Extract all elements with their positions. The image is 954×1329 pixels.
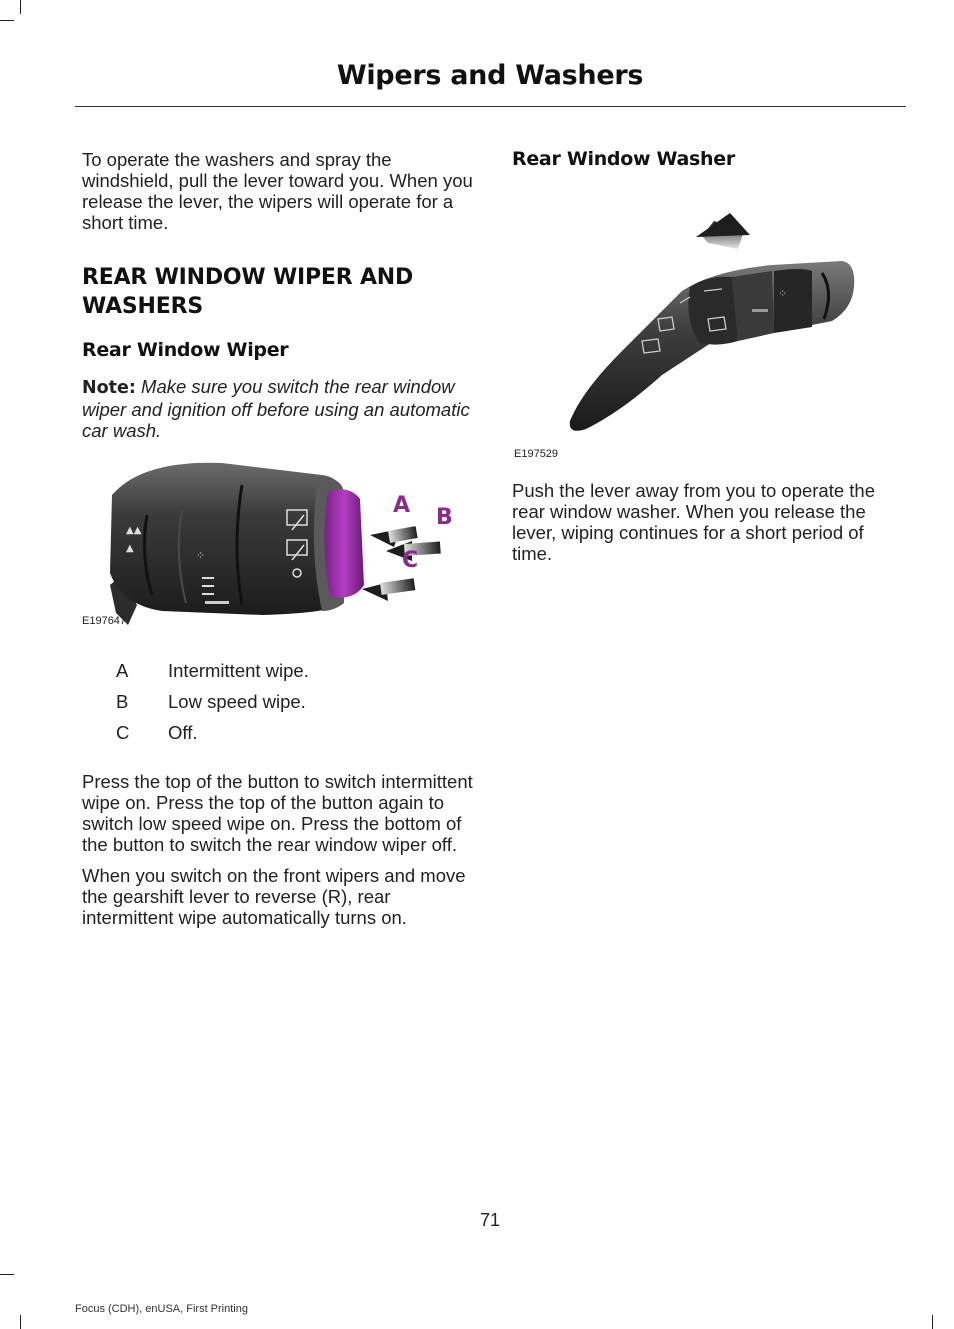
title-rule — [75, 106, 906, 107]
callout-b: B — [436, 505, 453, 530]
rear-washer-figure — [512, 191, 906, 461]
crop-mark — [0, 1274, 14, 1275]
legend-key: A — [116, 660, 129, 681]
crop-mark — [932, 1315, 933, 1329]
svg-text:⁘: ⁘ — [196, 549, 206, 562]
page-title: Wipers and Washers — [336, 60, 644, 91]
left-column — [82, 145, 474, 928]
rear-wiper-figure — [82, 455, 474, 640]
crop-mark — [20, 1315, 21, 1329]
rear-wiper-subheading: Rear Window Wiper — [82, 339, 289, 361]
note — [82, 376, 474, 441]
legend-value: Low speed wipe. — [168, 691, 306, 712]
wiper-paragraph-2: When you switch on the front wipers and move the gearshift lever to reverse (R), rear intermittent wipe automatically turns on. — [82, 865, 466, 928]
legend-key: C — [116, 722, 130, 743]
intro-paragraph: To operate the washers and spray the windshield, pull the lever toward you. When you release the lever, the wipers will operate for a short time. — [82, 149, 473, 233]
crop-mark — [0, 20, 14, 21]
svg-text:▲: ▲ — [126, 543, 134, 554]
legend-key: B — [116, 691, 129, 712]
crop-mark — [20, 0, 21, 14]
footer-text: Focus (CDH), enUSA, First Printing — [75, 1303, 248, 1315]
washer-stalk-illustration — [512, 191, 906, 446]
rear-washer-subheading: Rear Window Washer — [512, 148, 735, 170]
right-column — [512, 145, 906, 564]
legend — [0, 660, 474, 752]
wiper-paragraph-1: Press the top of the button to switch intermittent wipe on. Press the top of the button again to switch low speed wipe on. Press the bottom of the button to switch the rear window wiper off. — [82, 771, 473, 855]
legend-value: Off. — [168, 722, 198, 743]
note-text: Make sure you switch the rear window wiper and ignition off before using an automatic car wash. — [82, 376, 470, 441]
page-number: 71 — [479, 1210, 501, 1230]
figure-code: E197647 — [82, 615, 127, 627]
figure-code: E197529 — [514, 448, 559, 460]
washer-paragraph: Push the lever away from you to operate the rear window washer. When you release the lever, wiping continues for a short period of time. — [512, 480, 876, 564]
section-heading: REAR WINDOW WIPER AND WASHERS — [82, 265, 414, 319]
svg-text:⁘: ⁘ — [778, 287, 788, 300]
legend-value: Intermittent wipe. — [168, 660, 309, 681]
callout-c: C — [402, 548, 419, 573]
callout-a: A — [393, 493, 411, 518]
note-label: Note: — [82, 378, 136, 398]
svg-text:▲▲: ▲▲ — [126, 525, 142, 536]
